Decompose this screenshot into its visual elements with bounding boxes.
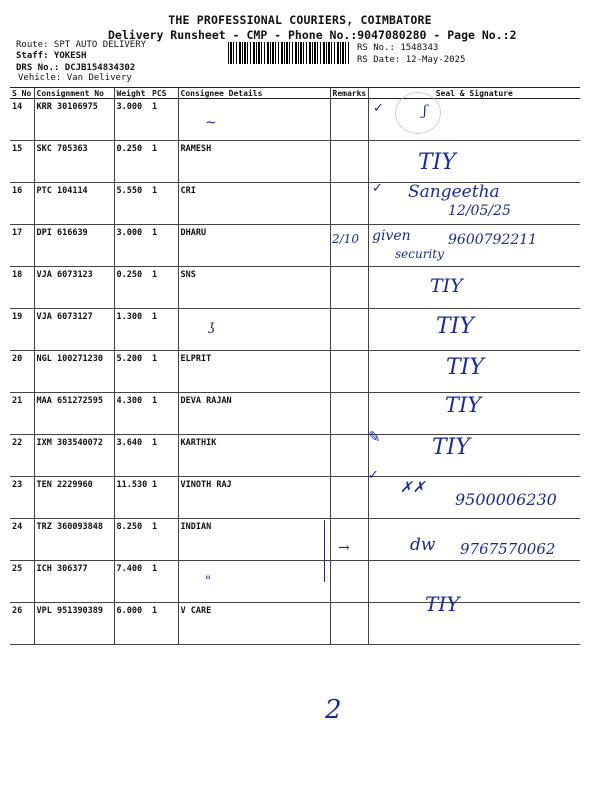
barcode-image bbox=[228, 42, 350, 64]
row-sno: 23 bbox=[10, 477, 34, 519]
row-signature bbox=[368, 435, 580, 477]
signature-22: TIY bbox=[432, 435, 470, 460]
signature-mark-icon: ✓ bbox=[368, 468, 379, 483]
row-weight: 0.250 bbox=[114, 141, 150, 183]
remark-17: 2/10 bbox=[332, 232, 359, 246]
signature-18: TIY bbox=[430, 275, 463, 297]
signature-19: TIY bbox=[436, 314, 474, 339]
drs-value: DCJB154834302 bbox=[64, 63, 136, 73]
signature-17c: 9600792211 bbox=[448, 232, 538, 248]
row-sno: 18 bbox=[10, 267, 34, 309]
row-pcs: 1 bbox=[150, 225, 178, 267]
row-consignment-no: DPI 616639 bbox=[34, 225, 114, 267]
row-signature bbox=[368, 561, 580, 603]
signature-26: TIY bbox=[425, 592, 460, 616]
row-pcs: 1 bbox=[150, 351, 178, 393]
signature-16-date: 12/05/25 bbox=[448, 203, 511, 219]
col-weight: Weight bbox=[114, 88, 150, 99]
signature-16: Sangeetha bbox=[408, 182, 500, 202]
row-remarks bbox=[330, 435, 368, 477]
seal-stamp bbox=[395, 92, 441, 134]
row-consignment-no: VPL 951390389 bbox=[34, 603, 114, 645]
table-row bbox=[10, 141, 580, 183]
row-weight: 3.000 bbox=[114, 99, 150, 141]
row-weight: 6.000 bbox=[114, 603, 150, 645]
scribble-14: ~ bbox=[205, 115, 217, 131]
signature-mark-icon: ✓ bbox=[373, 101, 384, 116]
row-sno: 14 bbox=[10, 99, 34, 141]
row-weight: 7.400 bbox=[114, 561, 150, 603]
col-remarks: Remarks bbox=[330, 88, 368, 99]
table-row bbox=[10, 351, 580, 393]
row-consignee bbox=[178, 561, 330, 603]
table-row bbox=[10, 435, 580, 477]
row-weight: 0.250 bbox=[114, 267, 150, 309]
row-consignee: SNS bbox=[178, 267, 330, 309]
row-consignment-no: ICH 306377 bbox=[34, 561, 114, 603]
row-consignment-no: PTC 104114 bbox=[34, 183, 114, 225]
signature-mark-icon: ✓ bbox=[372, 181, 383, 196]
table-row bbox=[10, 603, 580, 645]
ditto-mark: " bbox=[205, 574, 211, 589]
col-signature: Seal & Signature bbox=[368, 88, 580, 99]
row-weight: 11.530 bbox=[114, 477, 150, 519]
row-remarks bbox=[330, 477, 368, 519]
scribble-19: ʖ bbox=[208, 321, 216, 337]
row-remarks bbox=[330, 99, 368, 141]
table-row bbox=[10, 99, 580, 141]
table-header-row bbox=[10, 88, 580, 99]
signature-21: TIY bbox=[445, 393, 482, 417]
row-weight: 8.250 bbox=[114, 519, 150, 561]
row-consignee: RAMESH bbox=[178, 141, 330, 183]
row-consignment-no: IXM 303540072 bbox=[34, 435, 114, 477]
drs-label: DRS No.: bbox=[16, 63, 60, 73]
signature-20: TIY bbox=[446, 355, 484, 380]
row-consignee bbox=[178, 99, 330, 141]
rs-number: RS No.: 1548343 bbox=[357, 43, 439, 53]
row-sno: 26 bbox=[10, 603, 34, 645]
row-consignment-no: SKC 705363 bbox=[34, 141, 114, 183]
row-signature bbox=[368, 141, 580, 183]
row-pcs: 1 bbox=[150, 267, 178, 309]
row-pcs: 1 bbox=[150, 99, 178, 141]
row-consignment-no: TRZ 360093848 bbox=[34, 519, 114, 561]
signature-15: TIY bbox=[418, 150, 456, 175]
scribble-25: dw bbox=[410, 535, 436, 555]
row-consignment-no: TEN 2229960 bbox=[34, 477, 114, 519]
table-row bbox=[10, 393, 580, 435]
row-consignee: V CARE bbox=[178, 603, 330, 645]
row-pcs: 1 bbox=[150, 393, 178, 435]
row-sno: 21 bbox=[10, 393, 34, 435]
row-consignment-no: KRR 30106975 bbox=[34, 99, 114, 141]
row-consignment-no: VJA 6073123 bbox=[34, 267, 114, 309]
signature-25: 9767570062 bbox=[460, 540, 556, 558]
row-pcs: 1 bbox=[150, 309, 178, 351]
row-sno: 22 bbox=[10, 435, 34, 477]
route-label: Route: SPT AUTO DELIVERY bbox=[16, 40, 147, 50]
row-signature bbox=[368, 603, 580, 645]
row-pcs: 1 bbox=[150, 519, 178, 561]
table-row bbox=[10, 309, 580, 351]
row-sno: 17 bbox=[10, 225, 34, 267]
row-pcs: 1 bbox=[150, 183, 178, 225]
row-consignment-no: NGL 100271230 bbox=[34, 351, 114, 393]
signature-mark-icon: ✎ bbox=[368, 428, 381, 446]
runsheet-title: Delivery Runsheet - CMP - Phone No.:9047080280 - Page No.:2 bbox=[108, 28, 517, 42]
signature-17a: given bbox=[372, 228, 411, 244]
row-consignee: ELPRIT bbox=[178, 351, 330, 393]
rs-date: RS Date: 12-May-2025 bbox=[357, 55, 466, 65]
row-weight: 5.200 bbox=[114, 351, 150, 393]
table-row bbox=[10, 561, 580, 603]
row-weight: 4.300 bbox=[114, 393, 150, 435]
arrow-icon: → bbox=[338, 540, 350, 556]
staff-label: Staff: YOKESH bbox=[16, 51, 87, 61]
row-pcs: 1 bbox=[150, 603, 178, 645]
row-sno: 24 bbox=[10, 519, 34, 561]
row-sno: 25 bbox=[10, 561, 34, 603]
row-consignee: VINOTH RAJ bbox=[178, 477, 330, 519]
row-remarks bbox=[330, 561, 368, 603]
row-sno: 19 bbox=[10, 309, 34, 351]
drs-number bbox=[16, 63, 135, 73]
row-consignee: KARTHIK bbox=[178, 435, 330, 477]
row-remarks bbox=[330, 603, 368, 645]
row-sno: 15 bbox=[10, 141, 34, 183]
row-weight: 1.300 bbox=[114, 309, 150, 351]
page-mark: 2 bbox=[325, 695, 342, 725]
company-title: THE PROFESSIONAL COURIERS, COIMBATORE bbox=[168, 13, 432, 27]
row-consignment-no: VJA 6073127 bbox=[34, 309, 114, 351]
bracket-mark bbox=[318, 520, 325, 582]
row-consignment-no: MAA 651272595 bbox=[34, 393, 114, 435]
row-remarks bbox=[330, 309, 368, 351]
row-sno: 16 bbox=[10, 183, 34, 225]
col-consignment: Consignment No bbox=[34, 88, 114, 99]
row-remarks bbox=[330, 393, 368, 435]
row-consignee bbox=[178, 309, 330, 351]
row-sno: 20 bbox=[10, 351, 34, 393]
signature-23: 9500006230 bbox=[455, 490, 557, 509]
row-consignee: INDIAN bbox=[178, 519, 330, 561]
row-weight: 3.000 bbox=[114, 225, 150, 267]
row-pcs: 1 bbox=[150, 435, 178, 477]
vehicle-label: Vehicle: Van Delivery bbox=[18, 73, 132, 83]
row-consignee: CRI bbox=[178, 183, 330, 225]
col-sno: S No bbox=[10, 88, 34, 99]
row-weight: 3.640 bbox=[114, 435, 150, 477]
row-weight: 5.550 bbox=[114, 183, 150, 225]
row-remarks bbox=[330, 183, 368, 225]
runsheet-table bbox=[10, 87, 580, 645]
row-remarks bbox=[330, 267, 368, 309]
scribble-23: ✗✗ bbox=[400, 478, 426, 496]
row-consignee: DEVA RAJAN bbox=[178, 393, 330, 435]
table-row bbox=[10, 267, 580, 309]
row-consignee: DHARU bbox=[178, 225, 330, 267]
col-consignee: Consignee Details bbox=[178, 88, 330, 99]
row-pcs: 1 bbox=[150, 141, 178, 183]
row-remarks bbox=[330, 141, 368, 183]
col-pcs: PCS bbox=[150, 88, 178, 99]
signature-14: ʃ bbox=[423, 103, 427, 119]
row-signature bbox=[368, 267, 580, 309]
row-signature bbox=[368, 309, 580, 351]
signature-17b: security bbox=[395, 247, 444, 261]
row-remarks bbox=[330, 351, 368, 393]
row-pcs: 1 bbox=[150, 477, 178, 519]
row-pcs: 1 bbox=[150, 561, 178, 603]
